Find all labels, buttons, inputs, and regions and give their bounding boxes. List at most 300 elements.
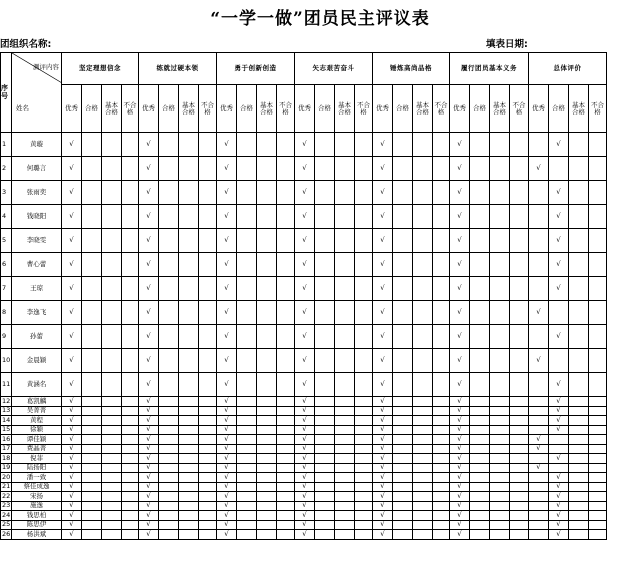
rating-cell[interactable]: [393, 473, 413, 483]
rating-cell[interactable]: √: [62, 444, 82, 454]
rating-cell[interactable]: [529, 253, 549, 277]
rating-cell[interactable]: [179, 416, 199, 426]
rating-cell[interactable]: [257, 181, 277, 205]
rating-cell[interactable]: [179, 406, 199, 416]
rating-cell[interactable]: [257, 157, 277, 181]
rating-cell[interactable]: [529, 473, 549, 483]
rating-cell[interactable]: [413, 397, 433, 407]
rating-cell[interactable]: [470, 349, 490, 373]
rating-cell[interactable]: [433, 373, 450, 397]
rating-cell[interactable]: [490, 301, 510, 325]
rating-cell[interactable]: [510, 520, 529, 530]
rating-cell[interactable]: [589, 520, 607, 530]
rating-cell[interactable]: [589, 277, 607, 301]
rating-cell[interactable]: [413, 425, 433, 435]
rating-cell[interactable]: [257, 463, 277, 473]
rating-cell[interactable]: [159, 492, 179, 502]
rating-cell[interactable]: √: [217, 482, 237, 492]
rating-cell[interactable]: √: [139, 473, 159, 483]
rating-cell[interactable]: [433, 181, 450, 205]
rating-cell[interactable]: [393, 301, 413, 325]
rating-cell[interactable]: [277, 397, 295, 407]
rating-cell[interactable]: [237, 133, 257, 157]
rating-cell[interactable]: √: [62, 133, 82, 157]
rating-cell[interactable]: [257, 473, 277, 483]
rating-cell[interactable]: [257, 277, 277, 301]
rating-cell[interactable]: √: [373, 133, 393, 157]
rating-cell[interactable]: [122, 492, 139, 502]
rating-cell[interactable]: [355, 181, 373, 205]
rating-cell[interactable]: [569, 463, 589, 473]
rating-cell[interactable]: √: [450, 205, 470, 229]
rating-cell[interactable]: √: [295, 492, 315, 502]
rating-cell[interactable]: [102, 397, 122, 407]
rating-cell[interactable]: [82, 435, 102, 445]
rating-cell[interactable]: [335, 435, 355, 445]
rating-cell[interactable]: [277, 511, 295, 521]
rating-cell[interactable]: [490, 325, 510, 349]
rating-cell[interactable]: [277, 501, 295, 511]
rating-cell[interactable]: √: [139, 463, 159, 473]
rating-cell[interactable]: [199, 349, 217, 373]
rating-cell[interactable]: [510, 253, 529, 277]
rating-cell[interactable]: [335, 530, 355, 540]
rating-cell[interactable]: [237, 205, 257, 229]
rating-cell[interactable]: [393, 181, 413, 205]
rating-cell[interactable]: √: [295, 454, 315, 464]
rating-cell[interactable]: [393, 325, 413, 349]
rating-cell[interactable]: [393, 444, 413, 454]
rating-cell[interactable]: √: [373, 301, 393, 325]
rating-cell[interactable]: [257, 444, 277, 454]
rating-cell[interactable]: [470, 463, 490, 473]
rating-cell[interactable]: √: [529, 301, 549, 325]
rating-cell[interactable]: √: [549, 520, 569, 530]
rating-cell[interactable]: √: [295, 229, 315, 253]
rating-cell[interactable]: [335, 416, 355, 426]
rating-cell[interactable]: [179, 511, 199, 521]
rating-cell[interactable]: [82, 181, 102, 205]
rating-cell[interactable]: [277, 301, 295, 325]
rating-cell[interactable]: [589, 425, 607, 435]
rating-cell[interactable]: [569, 277, 589, 301]
rating-cell[interactable]: √: [217, 435, 237, 445]
rating-cell[interactable]: [413, 511, 433, 521]
rating-cell[interactable]: [335, 349, 355, 373]
rating-cell[interactable]: [510, 463, 529, 473]
rating-cell[interactable]: √: [295, 511, 315, 521]
rating-cell[interactable]: [510, 301, 529, 325]
rating-cell[interactable]: [102, 349, 122, 373]
rating-cell[interactable]: [569, 425, 589, 435]
rating-cell[interactable]: [355, 511, 373, 521]
rating-cell[interactable]: [433, 406, 450, 416]
rating-cell[interactable]: [393, 482, 413, 492]
rating-cell[interactable]: [569, 492, 589, 502]
rating-cell[interactable]: [335, 157, 355, 181]
rating-cell[interactable]: [122, 473, 139, 483]
rating-cell[interactable]: √: [217, 463, 237, 473]
rating-cell[interactable]: [569, 301, 589, 325]
rating-cell[interactable]: [335, 373, 355, 397]
rating-cell[interactable]: √: [217, 157, 237, 181]
rating-cell[interactable]: √: [217, 397, 237, 407]
rating-cell[interactable]: [122, 406, 139, 416]
rating-cell[interactable]: [159, 511, 179, 521]
rating-cell[interactable]: [569, 157, 589, 181]
rating-cell[interactable]: [413, 406, 433, 416]
rating-cell[interactable]: [102, 205, 122, 229]
rating-cell[interactable]: [237, 520, 257, 530]
rating-cell[interactable]: √: [529, 157, 549, 181]
rating-cell[interactable]: [589, 301, 607, 325]
rating-cell[interactable]: [335, 325, 355, 349]
rating-cell[interactable]: [277, 373, 295, 397]
rating-cell[interactable]: [355, 229, 373, 253]
rating-cell[interactable]: [529, 520, 549, 530]
rating-cell[interactable]: √: [139, 416, 159, 426]
rating-cell[interactable]: [569, 397, 589, 407]
rating-cell[interactable]: [277, 253, 295, 277]
rating-cell[interactable]: [335, 277, 355, 301]
rating-cell[interactable]: [413, 253, 433, 277]
rating-cell[interactable]: [277, 425, 295, 435]
rating-cell[interactable]: [159, 482, 179, 492]
rating-cell[interactable]: [122, 416, 139, 426]
rating-cell[interactable]: √: [295, 520, 315, 530]
rating-cell[interactable]: [237, 253, 257, 277]
rating-cell[interactable]: [159, 229, 179, 253]
rating-cell[interactable]: [510, 349, 529, 373]
rating-cell[interactable]: [237, 397, 257, 407]
rating-cell[interactable]: [122, 181, 139, 205]
rating-cell[interactable]: [490, 501, 510, 511]
rating-cell[interactable]: √: [549, 482, 569, 492]
rating-cell[interactable]: [277, 530, 295, 540]
rating-cell[interactable]: [393, 277, 413, 301]
rating-cell[interactable]: [277, 444, 295, 454]
rating-cell[interactable]: [569, 406, 589, 416]
rating-cell[interactable]: √: [549, 501, 569, 511]
rating-cell[interactable]: [179, 501, 199, 511]
rating-cell[interactable]: [82, 482, 102, 492]
rating-cell[interactable]: [237, 406, 257, 416]
rating-cell[interactable]: √: [62, 325, 82, 349]
rating-cell[interactable]: [179, 463, 199, 473]
rating-cell[interactable]: [529, 325, 549, 349]
rating-cell[interactable]: [393, 205, 413, 229]
rating-cell[interactable]: [102, 454, 122, 464]
rating-cell[interactable]: √: [549, 205, 569, 229]
rating-cell[interactable]: √: [373, 511, 393, 521]
rating-cell[interactable]: [122, 501, 139, 511]
rating-cell[interactable]: [393, 157, 413, 181]
rating-cell[interactable]: [102, 482, 122, 492]
rating-cell[interactable]: [179, 181, 199, 205]
rating-cell[interactable]: [315, 349, 335, 373]
rating-cell[interactable]: [490, 373, 510, 397]
rating-cell[interactable]: [257, 425, 277, 435]
rating-cell[interactable]: [122, 325, 139, 349]
rating-cell[interactable]: [315, 406, 335, 416]
rating-cell[interactable]: [199, 530, 217, 540]
rating-cell[interactable]: √: [217, 277, 237, 301]
rating-cell[interactable]: [159, 205, 179, 229]
rating-cell[interactable]: [102, 253, 122, 277]
rating-cell[interactable]: [102, 425, 122, 435]
rating-cell[interactable]: √: [373, 157, 393, 181]
rating-cell[interactable]: [335, 181, 355, 205]
rating-cell[interactable]: [393, 229, 413, 253]
rating-cell[interactable]: √: [295, 435, 315, 445]
rating-cell[interactable]: √: [139, 425, 159, 435]
rating-cell[interactable]: [277, 349, 295, 373]
rating-cell[interactable]: [529, 416, 549, 426]
rating-cell[interactable]: [122, 277, 139, 301]
rating-cell[interactable]: [315, 325, 335, 349]
rating-cell[interactable]: [470, 229, 490, 253]
rating-cell[interactable]: [355, 133, 373, 157]
rating-cell[interactable]: [179, 325, 199, 349]
rating-cell[interactable]: [122, 482, 139, 492]
rating-cell[interactable]: √: [373, 349, 393, 373]
rating-cell[interactable]: [470, 473, 490, 483]
rating-cell[interactable]: [589, 454, 607, 464]
rating-cell[interactable]: [355, 406, 373, 416]
rating-cell[interactable]: [199, 473, 217, 483]
rating-cell[interactable]: [82, 463, 102, 473]
rating-cell[interactable]: √: [139, 157, 159, 181]
rating-cell[interactable]: [529, 425, 549, 435]
rating-cell[interactable]: [82, 229, 102, 253]
rating-cell[interactable]: [510, 397, 529, 407]
rating-cell[interactable]: [159, 397, 179, 407]
rating-cell[interactable]: [237, 157, 257, 181]
rating-cell[interactable]: [470, 397, 490, 407]
rating-cell[interactable]: [199, 492, 217, 502]
rating-cell[interactable]: [102, 435, 122, 445]
rating-cell[interactable]: √: [62, 454, 82, 464]
rating-cell[interactable]: √: [139, 501, 159, 511]
rating-cell[interactable]: [257, 520, 277, 530]
rating-cell[interactable]: [335, 253, 355, 277]
rating-cell[interactable]: [237, 349, 257, 373]
rating-cell[interactable]: √: [295, 416, 315, 426]
rating-cell[interactable]: [122, 133, 139, 157]
rating-cell[interactable]: [315, 157, 335, 181]
rating-cell[interactable]: [470, 501, 490, 511]
rating-cell[interactable]: [470, 435, 490, 445]
rating-cell[interactable]: [529, 181, 549, 205]
rating-cell[interactable]: [237, 501, 257, 511]
rating-cell[interactable]: [413, 229, 433, 253]
rating-cell[interactable]: √: [62, 253, 82, 277]
rating-cell[interactable]: [510, 205, 529, 229]
rating-cell[interactable]: √: [295, 301, 315, 325]
rating-cell[interactable]: [589, 397, 607, 407]
rating-cell[interactable]: [529, 511, 549, 521]
rating-cell[interactable]: [335, 229, 355, 253]
rating-cell[interactable]: √: [373, 253, 393, 277]
rating-cell[interactable]: √: [139, 492, 159, 502]
rating-cell[interactable]: √: [295, 463, 315, 473]
rating-cell[interactable]: √: [373, 397, 393, 407]
rating-cell[interactable]: [470, 181, 490, 205]
rating-cell[interactable]: [569, 473, 589, 483]
rating-cell[interactable]: √: [295, 482, 315, 492]
rating-cell[interactable]: [277, 463, 295, 473]
rating-cell[interactable]: [179, 435, 199, 445]
rating-cell[interactable]: [589, 444, 607, 454]
rating-cell[interactable]: [82, 133, 102, 157]
rating-cell[interactable]: √: [62, 349, 82, 373]
rating-cell[interactable]: √: [139, 205, 159, 229]
rating-cell[interactable]: [237, 511, 257, 521]
rating-cell[interactable]: [490, 229, 510, 253]
rating-cell[interactable]: [569, 435, 589, 445]
rating-cell[interactable]: √: [62, 157, 82, 181]
rating-cell[interactable]: √: [139, 349, 159, 373]
rating-cell[interactable]: √: [62, 482, 82, 492]
rating-cell[interactable]: [510, 501, 529, 511]
rating-cell[interactable]: [335, 511, 355, 521]
rating-cell[interactable]: [122, 520, 139, 530]
rating-cell[interactable]: [277, 133, 295, 157]
rating-cell[interactable]: √: [217, 416, 237, 426]
rating-cell[interactable]: [335, 301, 355, 325]
rating-cell[interactable]: [393, 530, 413, 540]
rating-cell[interactable]: [315, 511, 335, 521]
rating-cell[interactable]: [490, 416, 510, 426]
rating-cell[interactable]: √: [549, 406, 569, 416]
rating-cell[interactable]: [179, 444, 199, 454]
rating-cell[interactable]: [102, 181, 122, 205]
rating-cell[interactable]: [589, 349, 607, 373]
rating-cell[interactable]: √: [450, 325, 470, 349]
rating-cell[interactable]: [470, 454, 490, 464]
rating-cell[interactable]: √: [373, 416, 393, 426]
rating-cell[interactable]: √: [295, 373, 315, 397]
rating-cell[interactable]: [277, 277, 295, 301]
rating-cell[interactable]: [510, 181, 529, 205]
rating-cell[interactable]: [490, 444, 510, 454]
rating-cell[interactable]: [315, 444, 335, 454]
rating-cell[interactable]: √: [450, 511, 470, 521]
rating-cell[interactable]: [490, 511, 510, 521]
rating-cell[interactable]: [199, 425, 217, 435]
rating-cell[interactable]: √: [217, 473, 237, 483]
rating-cell[interactable]: [102, 301, 122, 325]
rating-cell[interactable]: [355, 157, 373, 181]
rating-cell[interactable]: [159, 444, 179, 454]
rating-cell[interactable]: [413, 157, 433, 181]
rating-cell[interactable]: [510, 492, 529, 502]
rating-cell[interactable]: [393, 520, 413, 530]
rating-cell[interactable]: [199, 133, 217, 157]
rating-cell[interactable]: [179, 520, 199, 530]
rating-cell[interactable]: √: [295, 133, 315, 157]
rating-cell[interactable]: [199, 181, 217, 205]
rating-cell[interactable]: [122, 229, 139, 253]
rating-cell[interactable]: √: [373, 454, 393, 464]
rating-cell[interactable]: [199, 416, 217, 426]
rating-cell[interactable]: [355, 205, 373, 229]
rating-cell[interactable]: [257, 397, 277, 407]
rating-cell[interactable]: √: [217, 511, 237, 521]
rating-cell[interactable]: [315, 520, 335, 530]
rating-cell[interactable]: [510, 277, 529, 301]
rating-cell[interactable]: [355, 482, 373, 492]
rating-cell[interactable]: [490, 277, 510, 301]
rating-cell[interactable]: [335, 473, 355, 483]
rating-cell[interactable]: [413, 133, 433, 157]
rating-cell[interactable]: [529, 229, 549, 253]
rating-cell[interactable]: [237, 435, 257, 445]
rating-cell[interactable]: [277, 416, 295, 426]
rating-cell[interactable]: [470, 482, 490, 492]
rating-cell[interactable]: [237, 325, 257, 349]
rating-cell[interactable]: [82, 277, 102, 301]
rating-cell[interactable]: [549, 463, 569, 473]
rating-cell[interactable]: [529, 530, 549, 540]
rating-cell[interactable]: [413, 473, 433, 483]
rating-cell[interactable]: [393, 397, 413, 407]
rating-cell[interactable]: [199, 253, 217, 277]
rating-cell[interactable]: [237, 373, 257, 397]
rating-cell[interactable]: [433, 205, 450, 229]
rating-cell[interactable]: [470, 425, 490, 435]
rating-cell[interactable]: [179, 229, 199, 253]
rating-cell[interactable]: [510, 157, 529, 181]
rating-cell[interactable]: [569, 325, 589, 349]
rating-cell[interactable]: [510, 406, 529, 416]
rating-cell[interactable]: √: [373, 482, 393, 492]
rating-cell[interactable]: [413, 501, 433, 511]
rating-cell[interactable]: [529, 492, 549, 502]
rating-cell[interactable]: [315, 454, 335, 464]
rating-cell[interactable]: [82, 501, 102, 511]
rating-cell[interactable]: [277, 325, 295, 349]
rating-cell[interactable]: [315, 253, 335, 277]
rating-cell[interactable]: √: [373, 501, 393, 511]
rating-cell[interactable]: √: [62, 205, 82, 229]
rating-cell[interactable]: [159, 463, 179, 473]
rating-cell[interactable]: [569, 229, 589, 253]
rating-cell[interactable]: [490, 463, 510, 473]
rating-cell[interactable]: [433, 454, 450, 464]
rating-cell[interactable]: [159, 157, 179, 181]
rating-cell[interactable]: √: [549, 425, 569, 435]
rating-cell[interactable]: [257, 416, 277, 426]
rating-cell[interactable]: √: [450, 463, 470, 473]
rating-cell[interactable]: √: [217, 229, 237, 253]
rating-cell[interactable]: √: [450, 157, 470, 181]
rating-cell[interactable]: √: [217, 444, 237, 454]
rating-cell[interactable]: [82, 253, 102, 277]
rating-cell[interactable]: [122, 157, 139, 181]
rating-cell[interactable]: [413, 349, 433, 373]
rating-cell[interactable]: √: [529, 435, 549, 445]
rating-cell[interactable]: [589, 133, 607, 157]
rating-cell[interactable]: √: [139, 229, 159, 253]
rating-cell[interactable]: [159, 325, 179, 349]
rating-cell[interactable]: √: [217, 325, 237, 349]
rating-cell[interactable]: √: [373, 325, 393, 349]
rating-cell[interactable]: [393, 406, 413, 416]
rating-cell[interactable]: [335, 444, 355, 454]
rating-cell[interactable]: [490, 397, 510, 407]
rating-cell[interactable]: [413, 416, 433, 426]
